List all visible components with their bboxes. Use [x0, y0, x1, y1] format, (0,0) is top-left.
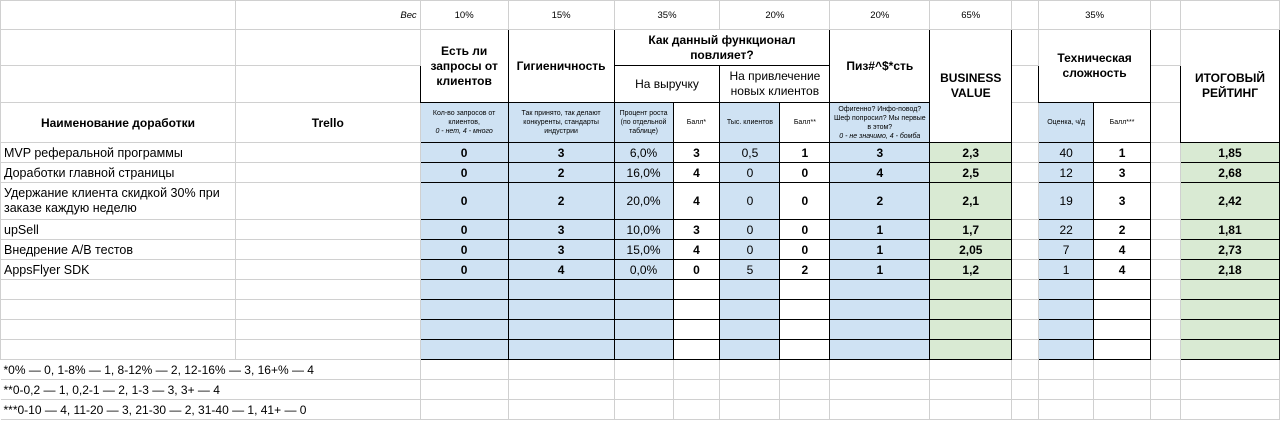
cell-empty[interactable] — [830, 380, 930, 400]
header-business-value[interactable]: BUSINESS VALUE — [930, 30, 1012, 143]
row-estimate[interactable]: 19 — [1039, 183, 1094, 220]
row-requests[interactable]: 0 — [420, 183, 508, 220]
cell-empty[interactable] — [614, 320, 673, 340]
row-name[interactable]: AppsFlyer SDK — [1, 260, 236, 280]
row-trello[interactable] — [235, 220, 420, 240]
cell-empty[interactable] — [1180, 280, 1279, 300]
cell-empty[interactable] — [1151, 183, 1181, 220]
empty-row — [1, 280, 1280, 300]
row-clients-score[interactable]: 0 — [780, 240, 830, 260]
cell-empty[interactable] — [673, 360, 720, 380]
row-wow[interactable]: 3 — [830, 143, 930, 163]
cell-empty[interactable] — [420, 280, 508, 300]
cell-empty[interactable] — [1012, 143, 1039, 163]
subheader-requests[interactable] — [420, 103, 508, 143]
cell-empty[interactable] — [1180, 380, 1279, 400]
cell-empty[interactable] — [673, 300, 720, 320]
row-tech-score[interactable]: 3 — [1094, 183, 1151, 220]
cell-empty[interactable] — [780, 280, 830, 300]
subheader-wow-text: Офигенно? Инфо-повод? Шеф попросил? Мы первые в этом? — [833, 105, 926, 131]
weight-requests[interactable]: 10% — [420, 1, 508, 30]
row-estimate[interactable]: 1 — [1039, 260, 1094, 280]
cell-empty[interactable] — [1, 300, 236, 320]
cell-empty[interactable] — [1039, 380, 1094, 400]
header-row-1 — [1, 30, 1280, 66]
cell-empty[interactable] — [673, 380, 720, 400]
weight-label[interactable]: Вес — [235, 1, 420, 30]
table-row — [1, 183, 1280, 220]
cell-empty[interactable] — [420, 300, 508, 320]
cell-empty[interactable] — [1151, 400, 1181, 420]
header-trello[interactable]: Trello — [235, 103, 420, 143]
cell-empty[interactable] — [720, 340, 780, 360]
cell-empty[interactable] — [1039, 360, 1094, 380]
subheader-clients[interactable]: Тыс. клиентов — [720, 103, 780, 143]
cell-empty[interactable] — [1012, 300, 1039, 320]
row-business-value[interactable]: 2,05 — [930, 240, 1012, 260]
cell-empty[interactable] — [1, 66, 236, 103]
row-rating[interactable]: 1,81 — [1180, 220, 1279, 240]
row-rating[interactable]: 2,42 — [1180, 183, 1279, 220]
row-clients-score[interactable]: 0 — [780, 220, 830, 240]
cell-empty[interactable] — [830, 320, 930, 340]
row-trello[interactable] — [235, 183, 420, 220]
row-name[interactable]: Внедрение A/B тестов — [1, 240, 236, 260]
empty-row — [1, 300, 1280, 320]
header-rating[interactable]: ИТОГОВЫЙ РЕЙТИНГ — [1180, 30, 1279, 143]
cell-empty[interactable] — [508, 280, 614, 300]
table-row — [1, 163, 1280, 183]
cell-empty[interactable] — [1012, 30, 1039, 66]
cell-empty[interactable] — [1012, 1, 1039, 30]
cell-empty[interactable] — [1151, 380, 1181, 400]
cell-empty[interactable] — [673, 400, 720, 420]
cell-empty[interactable] — [1012, 66, 1039, 103]
weight-tech[interactable]: 35% — [1039, 1, 1151, 30]
cell-empty[interactable] — [1, 320, 236, 340]
row-rating[interactable]: 2,18 — [1180, 260, 1279, 280]
row-revenue-score[interactable]: 3 — [673, 220, 720, 240]
row-tech-score[interactable]: 2 — [1094, 220, 1151, 240]
cell-empty[interactable] — [508, 400, 614, 420]
header-revenue[interactable]: На выручку — [614, 66, 720, 103]
cell-empty[interactable] — [1094, 280, 1151, 300]
cell-empty[interactable] — [1039, 400, 1094, 420]
row-revenue-score[interactable]: 4 — [673, 183, 720, 220]
cell-empty[interactable] — [720, 300, 780, 320]
cell-empty[interactable] — [1012, 220, 1039, 240]
weights-row — [1, 1, 1280, 30]
cell-empty[interactable] — [830, 400, 930, 420]
cell-empty[interactable] — [508, 340, 614, 360]
cell-empty[interactable] — [235, 340, 420, 360]
cell-empty[interactable] — [420, 340, 508, 360]
row-tech-score[interactable]: 1 — [1094, 143, 1151, 163]
cell-empty[interactable] — [1012, 320, 1039, 340]
table-row — [1, 240, 1280, 260]
cell-empty[interactable] — [673, 320, 720, 340]
row-growth[interactable]: 15,0% — [614, 240, 673, 260]
footnote-tech[interactable]: ***0-10 — 4, 11-20 — 3, 21-30 — 2, 31-40 — 1, 41+ — 0 — [1, 400, 421, 420]
row-requests[interactable]: 0 — [420, 220, 508, 240]
cell-empty[interactable] — [235, 30, 420, 66]
cell-empty[interactable] — [508, 300, 614, 320]
cell-empty[interactable] — [830, 360, 930, 380]
cell-empty[interactable] — [1012, 280, 1039, 300]
row-clients[interactable]: 0 — [720, 220, 780, 240]
row-name[interactable]: Доработки главной страницы — [1, 163, 236, 183]
row-business-value[interactable]: 1,7 — [930, 220, 1012, 240]
row-clients-score[interactable]: 0 — [780, 183, 830, 220]
cell-empty[interactable] — [1094, 360, 1151, 380]
row-clients[interactable]: 0,5 — [720, 143, 780, 163]
cell-empty[interactable] — [1180, 300, 1279, 320]
cell-empty[interactable] — [1012, 400, 1039, 420]
cell-empty[interactable] — [1012, 163, 1039, 183]
row-wow[interactable]: 1 — [830, 220, 930, 240]
cell-empty[interactable] — [780, 340, 830, 360]
row-revenue-score[interactable]: 0 — [673, 260, 720, 280]
header-row-3 — [1, 103, 1280, 143]
row-requests[interactable]: 0 — [420, 163, 508, 183]
row-requests[interactable]: 0 — [420, 240, 508, 260]
cell-empty[interactable] — [780, 360, 830, 380]
cell-empty[interactable] — [830, 300, 930, 320]
cell-empty[interactable] — [1012, 103, 1039, 143]
cell-empty[interactable] — [1151, 260, 1181, 280]
cell-empty[interactable] — [930, 400, 1012, 420]
cell-empty[interactable] — [930, 360, 1012, 380]
cell-empty[interactable] — [1094, 380, 1151, 400]
subheader-tech-score[interactable]: Балл*** — [1094, 103, 1151, 143]
row-growth[interactable]: 16,0% — [614, 163, 673, 183]
cell-empty[interactable] — [1180, 1, 1279, 30]
cell-empty[interactable] — [235, 320, 420, 340]
row-tech-score[interactable]: 4 — [1094, 260, 1151, 280]
row-rating[interactable]: 2,68 — [1180, 163, 1279, 183]
cell-empty[interactable] — [1151, 340, 1181, 360]
row-estimate[interactable]: 12 — [1039, 163, 1094, 183]
row-clients[interactable]: 0 — [720, 183, 780, 220]
cell-empty[interactable] — [780, 300, 830, 320]
cell-empty[interactable] — [930, 320, 1012, 340]
subheader-wow[interactable] — [830, 103, 930, 143]
footnote-row — [1, 360, 1280, 380]
row-wow[interactable]: 1 — [830, 260, 930, 280]
row-business-value[interactable]: 1,2 — [930, 260, 1012, 280]
cell-empty[interactable] — [235, 280, 420, 300]
cell-empty[interactable] — [508, 320, 614, 340]
cell-empty[interactable] — [830, 340, 930, 360]
cell-empty[interactable] — [1094, 400, 1151, 420]
row-estimate[interactable]: 40 — [1039, 143, 1094, 163]
cell-empty[interactable] — [1180, 340, 1279, 360]
row-tech-score[interactable]: 3 — [1094, 163, 1151, 183]
cell-empty[interactable] — [1151, 280, 1181, 300]
cell-empty[interactable] — [930, 340, 1012, 360]
cell-empty[interactable] — [420, 400, 508, 420]
footnote-clients[interactable]: **0-0,2 — 1, 0,2-1 — 2, 1-3 — 3, 3+ — 4 — [1, 380, 421, 400]
row-estimate[interactable]: 7 — [1039, 240, 1094, 260]
subheader-requests-text: Кол-во запросов от клиентов, — [432, 110, 496, 126]
row-trello[interactable] — [235, 143, 420, 163]
cell-empty[interactable] — [1012, 240, 1039, 260]
row-hygiene[interactable]: 4 — [508, 260, 614, 280]
subheader-wow-scale: 0 - не значимо, 4 - бомба — [839, 132, 921, 140]
cell-empty[interactable] — [720, 280, 780, 300]
cell-empty[interactable] — [720, 320, 780, 340]
cell-empty[interactable] — [614, 300, 673, 320]
footnote-revenue[interactable]: *0% — 0, 1-8% — 1, 8-12% — 2, 12-16% — 3, 16+% — 4 — [1, 360, 421, 380]
cell-empty[interactable] — [673, 340, 720, 360]
cell-empty[interactable] — [1094, 300, 1151, 320]
row-name[interactable]: Удержание клиента скидкой 30% при заказе каждую неделю — [1, 183, 236, 220]
cell-empty[interactable] — [1012, 380, 1039, 400]
subheader-clients-score[interactable]: Балл** — [780, 103, 830, 143]
cell-empty[interactable] — [1012, 360, 1039, 380]
cell-empty[interactable] — [508, 360, 614, 380]
row-hygiene[interactable]: 2 — [508, 163, 614, 183]
cell-empty[interactable] — [420, 380, 508, 400]
row-name[interactable]: upSell — [1, 220, 236, 240]
cell-empty[interactable] — [1151, 30, 1181, 66]
cell-empty[interactable] — [614, 280, 673, 300]
row-clients[interactable]: 5 — [720, 260, 780, 280]
cell-empty[interactable] — [1180, 320, 1279, 340]
cell-empty[interactable] — [1012, 340, 1039, 360]
cell-empty[interactable] — [235, 66, 420, 103]
cell-empty[interactable] — [1180, 360, 1279, 380]
row-hygiene[interactable]: 2 — [508, 183, 614, 220]
row-trello[interactable] — [235, 260, 420, 280]
weight-business-value[interactable]: 65% — [930, 1, 1012, 30]
cell-empty[interactable] — [1151, 240, 1181, 260]
cell-empty[interactable] — [1, 280, 236, 300]
table-row — [1, 220, 1280, 240]
cell-empty[interactable] — [930, 280, 1012, 300]
row-requests[interactable]: 0 — [420, 260, 508, 280]
footnote-row — [1, 380, 1280, 400]
header-name[interactable]: Наименование доработки — [1, 103, 236, 143]
header-impact[interactable]: Как данный функционал повлияет? — [614, 30, 830, 66]
weight-wow[interactable]: 20% — [830, 1, 930, 30]
row-name[interactable]: MVP реферальной программы — [1, 143, 236, 163]
cell-empty[interactable] — [1151, 66, 1181, 103]
row-growth[interactable]: 6,0% — [614, 143, 673, 163]
row-growth[interactable]: 0,0% — [614, 260, 673, 280]
cell-empty[interactable] — [614, 400, 673, 420]
cell-empty[interactable] — [614, 360, 673, 380]
row-business-value[interactable]: 2,5 — [930, 163, 1012, 183]
row-revenue-score[interactable]: 4 — [673, 163, 720, 183]
cell-empty[interactable] — [1012, 183, 1039, 220]
cell-empty[interactable] — [720, 400, 780, 420]
subheader-revenue-score[interactable]: Балл* — [673, 103, 720, 143]
cell-empty[interactable] — [673, 280, 720, 300]
cell-empty[interactable] — [830, 280, 930, 300]
cell-empty[interactable] — [1039, 340, 1094, 360]
row-hygiene[interactable]: 3 — [508, 220, 614, 240]
row-clients[interactable]: 0 — [720, 240, 780, 260]
cell-empty[interactable] — [1039, 300, 1094, 320]
cell-empty[interactable] — [420, 360, 508, 380]
row-estimate[interactable]: 22 — [1039, 220, 1094, 240]
cell-empty[interactable] — [614, 380, 673, 400]
cell-empty[interactable] — [235, 300, 420, 320]
weight-hygiene[interactable]: 15% — [508, 1, 614, 30]
row-clients[interactable]: 0 — [720, 163, 780, 183]
row-trello[interactable] — [235, 163, 420, 183]
row-tech-score[interactable]: 4 — [1094, 240, 1151, 260]
empty-row — [1, 320, 1280, 340]
row-rating[interactable]: 2,73 — [1180, 240, 1279, 260]
cell-empty[interactable] — [720, 380, 780, 400]
cell-empty[interactable] — [780, 320, 830, 340]
cell-empty[interactable] — [1, 340, 236, 360]
cell-empty[interactable] — [720, 360, 780, 380]
row-revenue-score[interactable]: 4 — [673, 240, 720, 260]
cell-empty[interactable] — [1, 30, 236, 66]
row-clients-score[interactable]: 0 — [780, 163, 830, 183]
row-growth[interactable]: 20,0% — [614, 183, 673, 220]
cell-empty[interactable] — [1151, 103, 1181, 143]
cell-empty[interactable] — [1094, 340, 1151, 360]
table-row — [1, 260, 1280, 280]
footnote-row — [1, 400, 1280, 420]
cell-empty[interactable] — [780, 400, 830, 420]
subheader-hygiene[interactable]: Так принято, так делают конкуренты, стандарты индустрии — [508, 103, 614, 143]
cell-empty[interactable] — [614, 340, 673, 360]
table-row — [1, 143, 1280, 163]
cell-empty[interactable] — [508, 380, 614, 400]
header-requests[interactable]: Есть ли запросы от клиентов — [420, 30, 508, 103]
cell-empty[interactable] — [1151, 360, 1181, 380]
cell-empty[interactable] — [780, 380, 830, 400]
cell-empty[interactable] — [1151, 1, 1181, 30]
row-wow[interactable]: 1 — [830, 240, 930, 260]
header-hygiene[interactable]: Гигиеничность — [508, 30, 614, 103]
cell-empty[interactable] — [1151, 163, 1181, 183]
row-business-value[interactable]: 2,3 — [930, 143, 1012, 163]
row-clients-score[interactable]: 2 — [780, 260, 830, 280]
cell-empty[interactable] — [420, 320, 508, 340]
row-growth[interactable]: 10,0% — [614, 220, 673, 240]
cell-empty[interactable] — [1, 1, 236, 30]
empty-row — [1, 340, 1280, 360]
weight-new-clients[interactable]: 20% — [720, 1, 830, 30]
cell-empty[interactable] — [1039, 280, 1094, 300]
header-tech[interactable]: Техническая сложность — [1039, 30, 1151, 103]
subheader-revenue-growth[interactable]: Процент роста (по отдельной таблице) — [614, 103, 673, 143]
subheader-tech-estimate[interactable]: Оценка, ч/д — [1039, 103, 1094, 143]
cell-empty[interactable] — [1012, 260, 1039, 280]
row-hygiene[interactable]: 3 — [508, 143, 614, 163]
cell-empty[interactable] — [930, 380, 1012, 400]
cell-empty[interactable] — [1151, 300, 1181, 320]
row-wow[interactable]: 4 — [830, 163, 930, 183]
cell-empty[interactable] — [1039, 320, 1094, 340]
weight-revenue[interactable]: 35% — [614, 1, 720, 30]
cell-empty[interactable] — [1094, 320, 1151, 340]
row-rating[interactable]: 1,85 — [1180, 143, 1279, 163]
cell-empty[interactable] — [1151, 320, 1181, 340]
row-wow[interactable]: 2 — [830, 183, 930, 220]
row-requests[interactable]: 0 — [420, 143, 508, 163]
header-wow[interactable]: Пиз#^$*сть — [830, 30, 930, 103]
cell-empty[interactable] — [1151, 220, 1181, 240]
cell-empty[interactable] — [1180, 400, 1279, 420]
header-new-clients[interactable]: На привлечение новых клиентов — [720, 66, 830, 103]
row-clients-score[interactable]: 1 — [780, 143, 830, 163]
cell-empty[interactable] — [930, 300, 1012, 320]
cell-empty[interactable] — [1151, 143, 1181, 163]
row-business-value[interactable]: 2,1 — [930, 183, 1012, 220]
row-revenue-score[interactable]: 3 — [673, 143, 720, 163]
row-trello[interactable] — [235, 240, 420, 260]
row-hygiene[interactable]: 3 — [508, 240, 614, 260]
subheader-requests-scale: 0 - нет, 4 - много — [435, 128, 493, 135]
